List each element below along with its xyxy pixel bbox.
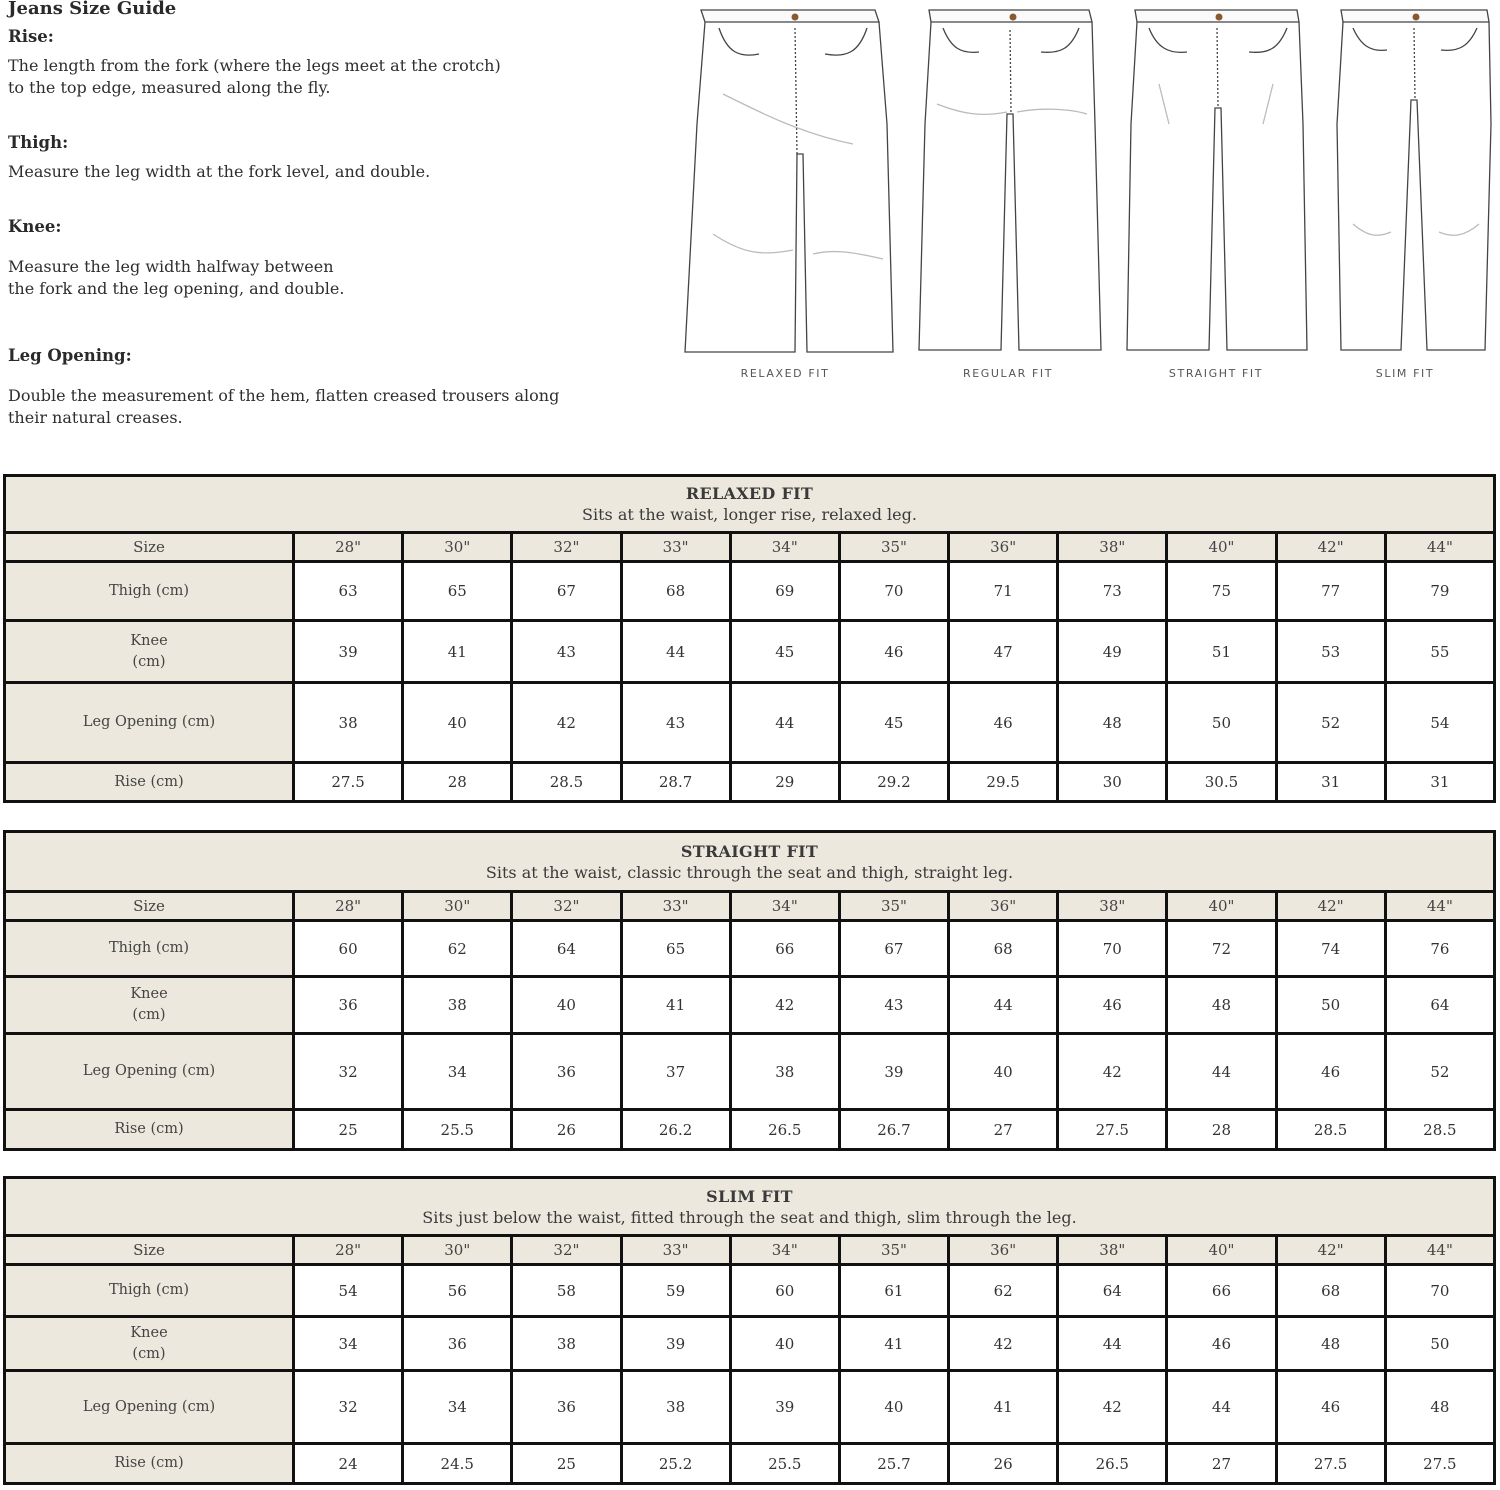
straight-fit-table	[3, 830, 1496, 1151]
table-cell: 29.5	[949, 763, 1058, 802]
table-cell: 36	[512, 1371, 621, 1444]
table-cell: 44	[621, 621, 730, 683]
table-cell: 27.5	[1058, 1110, 1167, 1150]
term-rise: Rise:	[8, 27, 54, 46]
table-cell: 62	[949, 1265, 1058, 1317]
table-cell: 40	[949, 1034, 1058, 1110]
table-cell: 56	[403, 1265, 512, 1317]
table-cell: 48	[1167, 977, 1276, 1034]
size-header: 38"	[1058, 892, 1167, 921]
table-cell: 26	[512, 1110, 621, 1150]
row-label-text: Thigh (cm)	[108, 1282, 190, 1298]
table-cell: 27.5	[1385, 1444, 1494, 1484]
table-cell: 34	[403, 1371, 512, 1444]
table-cell: 36	[512, 1034, 621, 1110]
table-cell: 67	[512, 562, 621, 621]
table-cell: 58	[512, 1265, 621, 1317]
size-header: 30"	[403, 1236, 512, 1265]
table-cell: 31	[1276, 763, 1385, 802]
size-header: 34"	[730, 533, 839, 562]
fit-caption-regular: REGULAR FIT	[962, 367, 1054, 380]
table-cell: 38	[512, 1317, 621, 1371]
table-cell: 39	[621, 1317, 730, 1371]
table-cell: 54	[1385, 683, 1494, 763]
table-row	[5, 1317, 1495, 1371]
table-cell: 40	[730, 1317, 839, 1371]
table-cell: 25	[294, 1110, 403, 1150]
table-cell: 26.5	[730, 1110, 839, 1150]
table-cell: 77	[1276, 562, 1385, 621]
table-cell: 64	[1385, 977, 1494, 1034]
table-cell: 68	[1276, 1265, 1385, 1317]
table-subtitle: Sits at the waist, classic through the seat and thigh, straight leg.	[485, 862, 1014, 882]
desc-line: The length from the fork (where the legs meet at the crotch)	[8, 56, 501, 75]
fit-caption-straight: STRAIGHT FIT	[1168, 367, 1264, 380]
table-cell: 42	[512, 683, 621, 763]
table-cell: 46	[1276, 1371, 1385, 1444]
table-cell: 29.2	[839, 763, 948, 802]
table-cell: 46	[949, 683, 1058, 763]
table-cell: 66	[730, 921, 839, 977]
table-cell: 28.5	[512, 763, 621, 802]
table-cell: 53	[1276, 621, 1385, 683]
table-cell: 32	[294, 1371, 403, 1444]
row-label	[5, 763, 294, 802]
table-cell: 75	[1167, 562, 1276, 621]
size-header: 32"	[512, 892, 621, 921]
table-cell: 66	[1167, 1265, 1276, 1317]
desc-thigh	[8, 161, 430, 183]
guide-title: Jeans Size Guide	[8, 0, 177, 19]
table-cell: 60	[730, 1265, 839, 1317]
table-title-cell	[5, 1178, 1495, 1236]
table-cell: 40	[512, 977, 621, 1034]
table-cell: 42	[1058, 1034, 1167, 1110]
table-cell: 36	[403, 1317, 512, 1371]
table-subtitle: Sits just below the waist, fitted through the seat and thigh, slim through the leg.	[422, 1207, 1077, 1227]
row-label-text: Thigh (cm)	[108, 582, 190, 599]
row-label-text: (cm)	[132, 1345, 166, 1362]
table-cell: 28.5	[1385, 1110, 1494, 1150]
table-row	[5, 1110, 1495, 1150]
table-cell: 74	[1276, 921, 1385, 977]
size-header: 30"	[403, 892, 512, 921]
size-header: 40"	[1167, 1236, 1276, 1265]
size-header: 35"	[839, 533, 948, 562]
size-row	[5, 892, 1495, 921]
row-label-text: Leg Opening (cm)	[82, 1398, 216, 1415]
table-cell: 28.5	[1276, 1110, 1385, 1150]
size-header: 38"	[1058, 533, 1167, 562]
row-label-text: (cm)	[132, 1007, 166, 1023]
size-label: Size	[5, 1236, 294, 1265]
table-cell: 46	[1167, 1317, 1276, 1371]
row-label	[5, 1317, 294, 1371]
row-label	[5, 1444, 294, 1484]
table-cell: 29	[730, 763, 839, 802]
table-row	[5, 621, 1495, 683]
row-label-text: Rise (cm)	[114, 773, 184, 790]
size-header: 35"	[839, 1236, 948, 1265]
desc-line: Measure the leg width halfway between	[8, 257, 334, 276]
term-thigh: Thigh:	[8, 133, 69, 152]
table-cell: 39	[839, 1034, 948, 1110]
table-row	[5, 763, 1495, 802]
table-cell: 41	[949, 1371, 1058, 1444]
size-header: 36"	[949, 533, 1058, 562]
row-label	[5, 1371, 294, 1444]
size-header: 42"	[1276, 892, 1385, 921]
term-leg-opening: Leg Opening:	[8, 346, 132, 365]
table-cell: 70	[1385, 1265, 1494, 1317]
table-cell: 42	[730, 977, 839, 1034]
table-cell: 68	[949, 921, 1058, 977]
size-header: 36"	[949, 892, 1058, 921]
size-header: 28"	[294, 533, 403, 562]
row-label-text: Knee	[130, 1324, 168, 1341]
table-cell: 28	[1167, 1110, 1276, 1150]
size-label: Size	[5, 533, 294, 562]
table-cell: 26.2	[621, 1110, 730, 1150]
desc-line: Double the measurement of the hem, flatten creased trousers along	[8, 386, 560, 405]
table-cell: 27.5	[1276, 1444, 1385, 1484]
table-cell: 62	[403, 921, 512, 977]
slim-fit-jeans-illustration-icon	[1331, 4, 1497, 356]
row-label	[5, 1034, 294, 1110]
table-cell: 43	[621, 683, 730, 763]
table-row	[5, 1265, 1495, 1317]
table-cell: 26	[949, 1444, 1058, 1484]
table-cell: 59	[621, 1265, 730, 1317]
size-header: 42"	[1276, 533, 1385, 562]
size-header: 44"	[1385, 892, 1494, 921]
table-cell: 26.7	[839, 1110, 948, 1150]
desc-line: the fork and the leg opening, and double.	[8, 279, 345, 298]
table-cell: 41	[403, 621, 512, 683]
table-cell: 52	[1276, 683, 1385, 763]
table-cell: 32	[294, 1034, 403, 1110]
table-cell: 46	[1058, 977, 1167, 1034]
size-header: 35"	[839, 892, 948, 921]
table-cell: 70	[1058, 921, 1167, 977]
term-knee: Knee:	[8, 217, 62, 236]
size-header: 28"	[294, 1236, 403, 1265]
table-cell: 41	[621, 977, 730, 1034]
table-cell: 25.5	[403, 1110, 512, 1150]
desc-line: to the top edge, measured along the fly.	[8, 78, 331, 97]
table-cell: 55	[1385, 621, 1494, 683]
table-cell: 44	[1167, 1034, 1276, 1110]
size-header: 36"	[949, 1236, 1058, 1265]
size-header: 34"	[730, 892, 839, 921]
table-cell: 24.5	[403, 1444, 512, 1484]
table-cell: 60	[294, 921, 403, 977]
table-cell: 65	[403, 562, 512, 621]
table-cell: 49	[1058, 621, 1167, 683]
table-cell: 30.5	[1167, 763, 1276, 802]
desc-knee	[8, 256, 344, 300]
table-cell: 39	[730, 1371, 839, 1444]
fit-caption-relaxed: RELAXED FIT	[740, 367, 830, 380]
table-cell: 38	[730, 1034, 839, 1110]
table-cell: 42	[949, 1317, 1058, 1371]
table-cell: 68	[621, 562, 730, 621]
size-header: 33"	[621, 892, 730, 921]
table-row	[5, 1371, 1495, 1444]
table-cell: 46	[839, 621, 948, 683]
size-header: 42"	[1276, 1236, 1385, 1265]
table-cell: 44	[1058, 1317, 1167, 1371]
table-cell: 70	[839, 562, 948, 621]
table-cell: 76	[1385, 921, 1494, 977]
size-header: 44"	[1385, 1236, 1494, 1265]
size-header: 34"	[730, 1236, 839, 1265]
table-cell: 25	[512, 1444, 621, 1484]
table-cell: 63	[294, 562, 403, 621]
table-cell: 71	[949, 562, 1058, 621]
table-cell: 79	[1385, 562, 1494, 621]
table-subtitle: Sits at the waist, longer rise, relaxed leg.	[582, 505, 917, 524]
relaxed-fit-jeans-illustration-icon	[683, 4, 903, 356]
table-title: STRAIGHT FIT	[680, 841, 819, 861]
table-header	[5, 476, 1495, 533]
table-cell: 38	[621, 1371, 730, 1444]
row-label-text: Leg Opening (cm)	[82, 714, 216, 730]
table-title-cell	[5, 476, 1495, 533]
table-cell: 38	[294, 683, 403, 763]
row-label	[5, 921, 294, 977]
row-label-text: Knee	[130, 986, 168, 1002]
table-cell: 50	[1276, 977, 1385, 1034]
table-cell: 52	[1385, 1034, 1494, 1110]
row-label-text: Knee	[130, 632, 168, 649]
row-label	[5, 562, 294, 621]
size-header: 38"	[1058, 1236, 1167, 1265]
table-cell: 25.5	[730, 1444, 839, 1484]
table-cell: 38	[403, 977, 512, 1034]
table-cell: 27	[949, 1110, 1058, 1150]
row-label	[5, 621, 294, 683]
table-cell: 41	[839, 1317, 948, 1371]
table-title-cell	[5, 832, 1495, 892]
table-cell: 25.2	[621, 1444, 730, 1484]
table-header	[5, 1178, 1495, 1236]
size-header: 32"	[512, 533, 621, 562]
table-cell: 39	[294, 621, 403, 683]
slim-fit-table	[3, 1176, 1496, 1485]
table-cell: 37	[621, 1034, 730, 1110]
fit-illustrations	[675, 0, 1500, 400]
table-row	[5, 683, 1495, 763]
size-header: 30"	[403, 533, 512, 562]
table-cell: 27	[1167, 1444, 1276, 1484]
desc-leg-opening	[8, 385, 559, 429]
table-cell: 24	[294, 1444, 403, 1484]
relaxed-fit-table	[3, 474, 1496, 803]
table-cell: 31	[1385, 763, 1494, 802]
size-row	[5, 1236, 1495, 1265]
table-row	[5, 1444, 1495, 1484]
table-cell: 30	[1058, 763, 1167, 802]
desc-line: their natural creases.	[8, 408, 183, 427]
table-row	[5, 977, 1495, 1034]
table-cell: 48	[1385, 1371, 1494, 1444]
table-cell: 36	[294, 977, 403, 1034]
table-cell: 46	[1276, 1034, 1385, 1110]
row-label	[5, 977, 294, 1034]
table-cell: 67	[839, 921, 948, 977]
size-row	[5, 533, 1495, 562]
table-row	[5, 921, 1495, 977]
table-cell: 44	[949, 977, 1058, 1034]
table-cell: 73	[1058, 562, 1167, 621]
size-header: 44"	[1385, 533, 1494, 562]
table-cell: 40	[839, 1371, 948, 1444]
table-cell: 54	[294, 1265, 403, 1317]
table-row	[5, 1034, 1495, 1110]
table-cell: 64	[1058, 1265, 1167, 1317]
table-cell: 34	[403, 1034, 512, 1110]
desc-rise	[8, 55, 501, 99]
table-cell: 44	[730, 683, 839, 763]
table-cell: 42	[1058, 1371, 1167, 1444]
table-cell: 50	[1167, 683, 1276, 763]
table-cell: 51	[1167, 621, 1276, 683]
table-title: RELAXED FIT	[685, 484, 814, 503]
table-cell: 25.7	[839, 1444, 948, 1484]
table-cell: 28	[403, 763, 512, 802]
row-label-text: Rise (cm)	[114, 1121, 184, 1137]
row-label-text: Leg Opening (cm)	[82, 1063, 216, 1079]
desc-line: Measure the leg width at the fork level, and double.	[8, 162, 431, 181]
table-cell: 64	[512, 921, 621, 977]
table-cell: 65	[621, 921, 730, 977]
regular-fit-jeans-illustration-icon	[917, 4, 1103, 356]
row-label-text: (cm)	[132, 653, 166, 670]
table-cell: 44	[1167, 1371, 1276, 1444]
row-label	[5, 1110, 294, 1150]
size-header: 33"	[621, 533, 730, 562]
table-cell: 34	[294, 1317, 403, 1371]
row-label	[5, 683, 294, 763]
size-header: 40"	[1167, 533, 1276, 562]
table-cell: 50	[1385, 1317, 1494, 1371]
table-header	[5, 832, 1495, 892]
table-cell: 48	[1058, 683, 1167, 763]
table-cell: 69	[730, 562, 839, 621]
straight-fit-jeans-illustration-icon	[1123, 4, 1311, 356]
fit-caption-slim: SLIM FIT	[1375, 367, 1435, 380]
table-cell: 45	[730, 621, 839, 683]
table-cell: 47	[949, 621, 1058, 683]
table-cell: 43	[512, 621, 621, 683]
table-title: SLIM FIT	[706, 1186, 793, 1206]
size-label: Size	[5, 892, 294, 921]
table-cell: 27.5	[294, 763, 403, 802]
table-cell: 28.7	[621, 763, 730, 802]
table-cell: 43	[839, 977, 948, 1034]
table-cell: 26.5	[1058, 1444, 1167, 1484]
table-cell: 48	[1276, 1317, 1385, 1371]
row-label-text: Rise (cm)	[114, 1455, 184, 1471]
size-header: 28"	[294, 892, 403, 921]
size-header: 40"	[1167, 892, 1276, 921]
table-cell: 40	[403, 683, 512, 763]
row-label	[5, 1265, 294, 1317]
table-row	[5, 562, 1495, 621]
table-cell: 45	[839, 683, 948, 763]
table-cell: 61	[839, 1265, 948, 1317]
table-cell: 72	[1167, 921, 1276, 977]
size-header: 33"	[621, 1236, 730, 1265]
row-label-text: Thigh (cm)	[108, 940, 190, 956]
size-header: 32"	[512, 1236, 621, 1265]
